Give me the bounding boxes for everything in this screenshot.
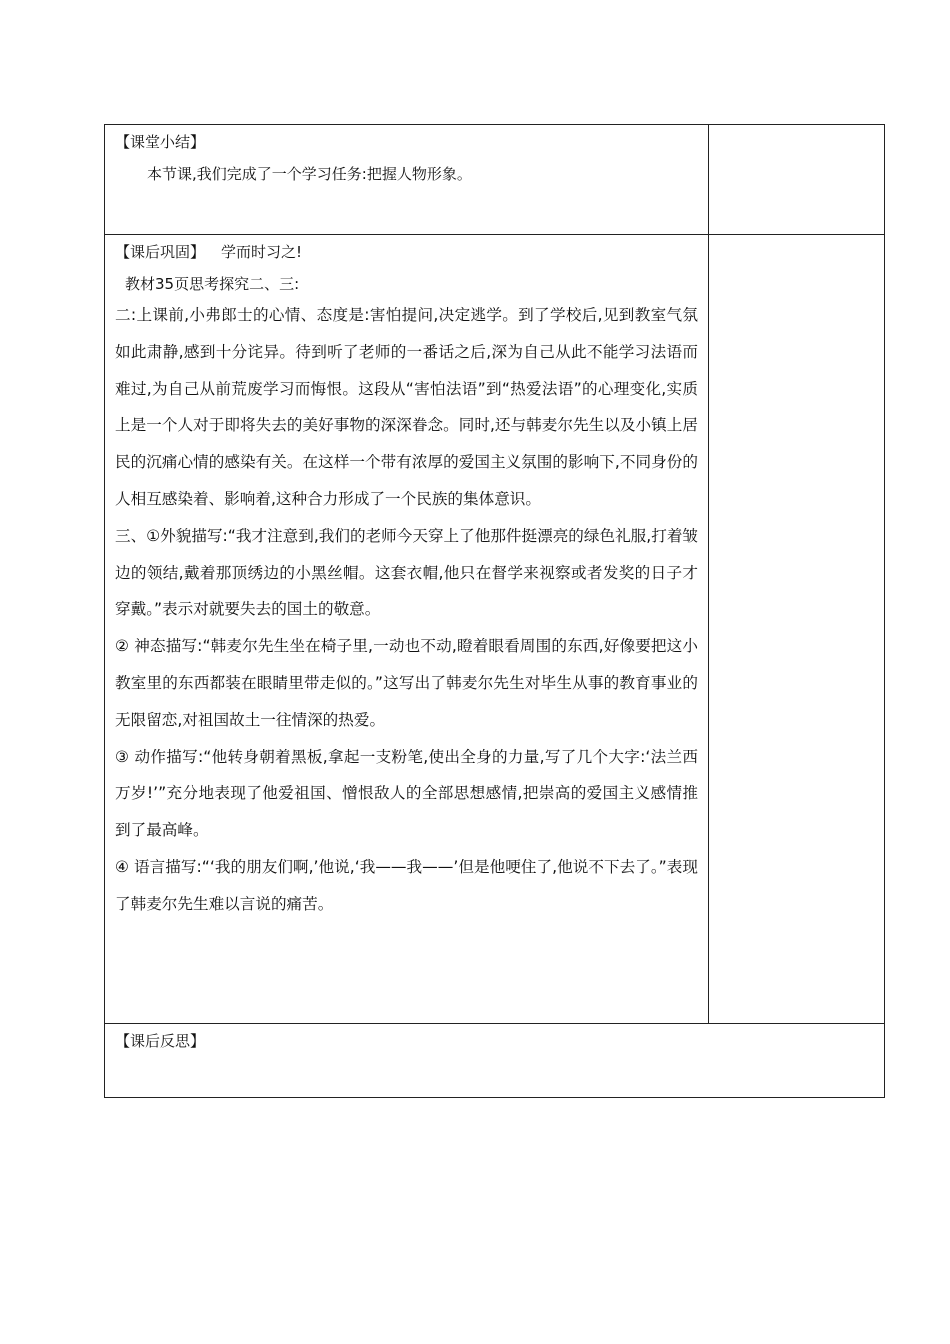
answer-three-expression: ② 神态描写:“韩麦尔先生坐在椅子里,一动也不动,瞪着眼看周围的东西,好像要把这小教室里的东西都装在眼睛里带走似的。”这写出了韩麦尔先生对毕生从事的教育事业的无限留恋,对祖国故土一往情深的热爱。 <box>115 637 698 729</box>
practice-heading-line <box>115 239 698 265</box>
reflection-row <box>105 1024 885 1098</box>
practice-heading-tail: 学而时习之! <box>221 243 303 261</box>
reflection-heading: 【课后反思】 <box>115 1032 206 1050</box>
summary-text: 本节课,我们完成了一个学习任务:把握人物形象。 <box>147 165 472 183</box>
answer-two-paragraph: 二:上课前,小弗郎士的心情、态度是:害怕提问,决定逃学。到了学校后,见到教室气氛如此肃静,感到十分诧异。待到听了老师的一番话之后,深为自己从此不能学习法语而难过,为自己从前荒废学习而悔恨。这段从“害怕法语”到“热爱法语”的心理变化,实质上是一个人对于即将失去的美好事物的深深眷念。同时,还与韩麦尔先生以及小镇上居民的沉痛心情的感染有关。在这样一个带有浓厚的爱国主义氛围的影响下,不同身份的人相互感染着、影响着,这种合力形成了一个民族的集体意识。 <box>115 306 698 508</box>
summary-cell <box>105 125 709 235</box>
practice-heading: 【课后巩固】 <box>115 243 206 261</box>
answer-three-language: ④ 语言描写:“‘我的朋友们啊,’他说,‘我——我——’但是他哽住了,他说不下去了。”表现了韩麦尔先生难以言说的痛苦。 <box>115 857 698 913</box>
practice-cell <box>105 235 709 1024</box>
answer-three-action: ③ 动作描写:“他转身朝着黑板,拿起一支粉笔,使出全身的力量,写了几个大字:‘法兰西万岁!’”充分地表现了他爱祖国、憎恨敌人的全部思想感情,把崇高的爱国主义感情推到了最高峰。 <box>115 747 698 840</box>
reflection-cell <box>105 1024 885 1098</box>
summary-row <box>105 125 885 235</box>
answer-three-appearance: 三、①外貌描写:“我才注意到,我们的老师今天穿上了他那件挺漂亮的绿色礼服,打着皱边的领结,戴着那顶绣边的小黑丝帽。这套衣帽,他只在督学来视察或者发奖的日子才穿戴。”表示对就要失去的国土的敬意。 <box>115 526 699 619</box>
practice-row <box>105 235 885 1024</box>
summary-heading: 【课堂小结】 <box>115 133 206 151</box>
summary-notes-cell <box>709 125 885 235</box>
practice-task: 教材35页思考探究二、三: <box>125 275 300 293</box>
practice-notes-cell <box>709 235 885 1024</box>
lesson-plan-table <box>104 124 885 1098</box>
